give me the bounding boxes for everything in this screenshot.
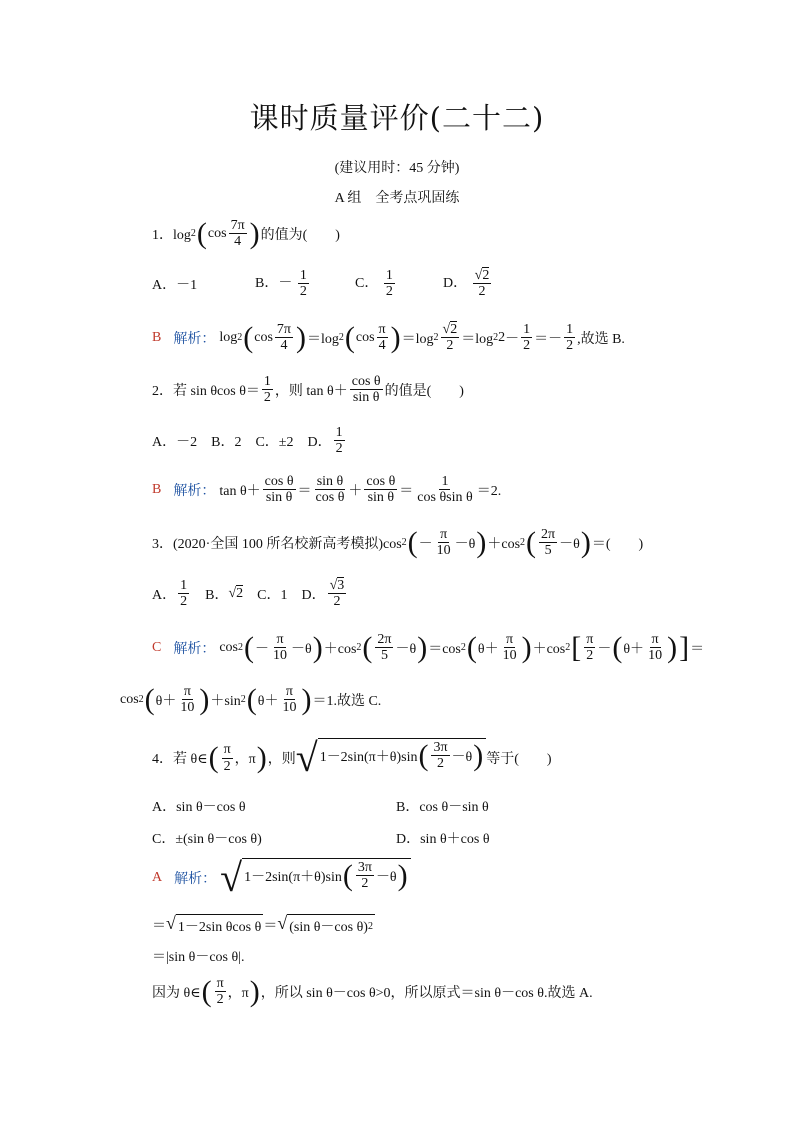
question-3-stem: 3．(2020·全国 100 所名校新高考模拟)cos 2 ( － $\frac{\pi}{10}$ －θ ) ＋cos 2 ( $\frac{2\pi}{5}$ －θ ) ＝( ) [152, 525, 644, 559]
question-4-stem: 4．若 θ∈ ( $\frac{\pi}{2}$ ，π ) ，则 √ 1－2sin(π＋θ)sin ( $\frac{3\pi}{2}$ －θ ) 等于( ) [152, 735, 552, 780]
answer-letter: B [152, 329, 162, 345]
answer-letter: A [152, 870, 163, 885]
question-4-option-b: B．cos θ－sin θ [396, 800, 489, 815]
question-2-options: A．－2 B．2 C．±2 D． $\frac{1}{2}$ [152, 425, 343, 457]
question-3-options: A． $\frac{1}{2}$ B． √ 2 C．1 D． $\frac{√3}{2}$ [152, 578, 345, 610]
question-1-stem: 1．log 2 ( cos $\frac{7\pi}{4}$ ) 的值为( ) [152, 216, 340, 250]
question-3-solution-line-2: cos 2 ( θ＋ $\frac{\pi}{10}$ ) ＋sin 2 ( θ＋ $\frac{\pi}{10}$ ) ＝1.故选 C. [120, 682, 382, 716]
question-2-stem: 2．若 sin θcos θ＝ $\frac{1}{2}$ ，则 tan θ＋ $\frac{\text{cos θ}}{\text{sin θ}}$ 的值是( ) [152, 374, 464, 406]
question-4-option-c: C．±(sin θ－cos θ) [152, 832, 262, 847]
question-4-option-d: D．sin θ＋cos θ [396, 832, 490, 847]
question-2-solution: B 解析： tan θ＋ $\frac{\text{cos θ}}{\text{sin θ}}$ ＝ $\frac{\text{sin θ}}{\text{cos θ}}$ ＋ $\frac{\text{cos θ}}{\text{sin θ}}$ ＝ $\frac{1}{\text{cos θsin θ}}$ ＝2. [152, 474, 502, 506]
question-4-solution-line-1: A 解析： √ 1－2sin(π＋θ)sin ( $\frac{3\pi}{2}$ －θ ) [152, 858, 411, 898]
page-title: 课时质量评价(二十二) [249, 101, 545, 135]
question-4-solution-line-3: ＝|sin θ－cos θ|. [152, 950, 245, 965]
group-heading: A 组 全考点巩固练 [334, 191, 460, 206]
question-4-option-a: A．sin θ－cos θ [152, 800, 246, 815]
answer-letter: C [152, 639, 162, 655]
question-4-solution-line-4: 因为 θ∈ ( $\frac{\pi}{2}$ ，π ) ，所以 sin θ－cos θ>0，所以原式＝sin θ－cos θ.故选 A. [152, 974, 593, 1008]
question-1-options: A．－1 B．－ $\frac{1}{2}$ C． $\frac{1}{2}$ D． $\frac{√2}{2}$ [152, 268, 490, 300]
question-3-solution-line-1: C 解析： cos 2 ( － $\frac{\pi}{10}$ －θ ) ＋cos 2 ( $\frac{2\pi}{5}$ －θ ) ＝cos 2 ( θ＋ $\frac{\pi}{10}$ ) ＋cos 2 [ $\frac{\pi}{2}$ － ( θ＋ $\frac{\pi}{10}$ ) ] ＝ [152, 630, 705, 664]
answer-letter: B [152, 481, 162, 497]
question-4-solution-line-2: ＝ √ 1－2sin θcos θ ＝ √ (sin θ－cos θ) 2 [152, 913, 373, 935]
question-1-solution: B 解析： log 2 ( cos $\frac{7\pi}{4}$ ) ＝log 2 ( cos $\frac{\pi}{4}$ ) ＝log 2 $\frac{√2}{2}$ ＝log 2 2 － $\frac{1}{2}$ ＝－ $\frac{1}{2}$ ,故选 B. [152, 320, 625, 354]
suggested-time: (建议用时：45 分钟) [334, 161, 460, 176]
